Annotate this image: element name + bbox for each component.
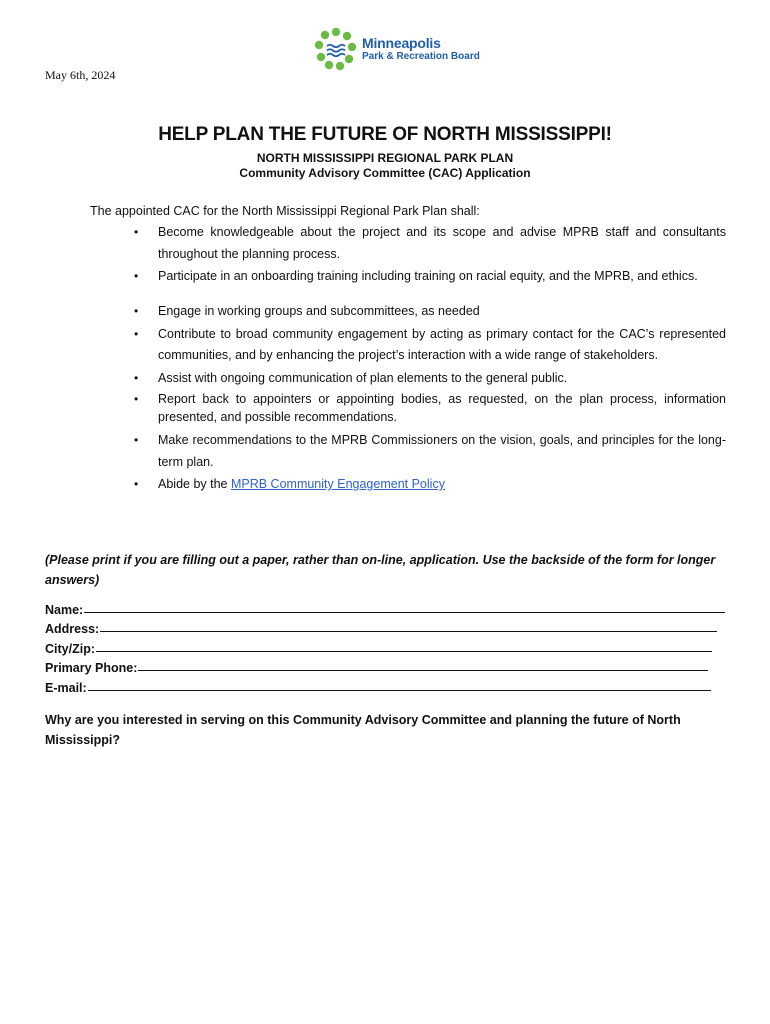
bullet-icon: • (134, 269, 139, 283)
interest-question: Why are you interested in serving on this Community Advisory Committee and planning the future of North Mississippi? (45, 713, 681, 747)
bullet-icon: • (134, 225, 139, 239)
primary-phone-input-line[interactable] (138, 669, 708, 671)
bullet-icon: • (134, 392, 139, 406)
list-item (132, 222, 726, 265)
city-zip-label: City/Zip: (45, 641, 95, 656)
list-item (132, 474, 726, 496)
address-input-line[interactable] (100, 630, 717, 632)
list-item-text: Engage in working groups and subcommittees, as needed (158, 303, 480, 318)
plan-subtitle: NORTH MISSISSIPPI REGIONAL PARK PLAN (256, 151, 514, 165)
list-item (132, 430, 726, 473)
primary-phone-field[interactable] (45, 656, 729, 676)
bullet-icon: • (134, 326, 139, 341)
list-item-text: Report back to appointers or appointing bodies, as requested, on the plan process, information presented, and possible recommendations. (158, 392, 726, 424)
name-field[interactable] (45, 597, 729, 617)
list-item (132, 266, 726, 288)
bullet-icon: • (134, 433, 139, 447)
list-item-text: Assist with ongoing communication of plan elements to the general public. (158, 370, 568, 385)
email-label: E-mail: (45, 680, 87, 695)
primary-phone-label: Primary Phone: (45, 661, 138, 675)
logo-subtitle: Park & Recreation Board (362, 50, 480, 62)
application-subtitle: Community Advisory Committee (CAC) Application (239, 166, 531, 180)
bullet-icon: • (134, 370, 139, 385)
list-item (132, 324, 726, 367)
list-item-text: Contribute to broad community engagement by acting as primary contact for the CAC’s represented communities, and by enhancing the project’s interaction with a wide range of stakeholders. (158, 326, 726, 362)
list-item-text: Participate in an onboarding training including training on racial equity, and the MPRB, and ethics. (158, 269, 698, 283)
engagement-policy-link[interactable]: MPRB Community Engagement Policy (230, 477, 445, 491)
page-title: HELP PLAN THE FUTURE OF NORTH MISSISSIPPI! (158, 124, 612, 145)
leaf-ring-icon (314, 27, 358, 71)
email-input-line[interactable] (88, 689, 711, 691)
name-input-line[interactable] (84, 611, 725, 613)
logo-title: Minneapolis (362, 34, 441, 51)
application-form (45, 597, 729, 695)
city-zip-field[interactable] (45, 636, 729, 656)
bullet-icon: • (134, 477, 139, 491)
name-label: Name: (45, 602, 84, 617)
city-zip-input-line[interactable] (96, 650, 712, 652)
list-item-text: Make recommendations to the MPRB Commissioners on the vision, goals, and principles for the long-term plan. (158, 433, 726, 469)
instructions-note: (Please print if you are filling out a paper, rather than on-line, application. Use the backside of the form for longer answers) (45, 553, 716, 587)
responsibilities-list (132, 222, 726, 497)
list-item (132, 302, 726, 320)
list-item (132, 368, 726, 390)
address-label: Address: (45, 622, 100, 636)
list-item (132, 390, 726, 426)
bullet-icon: • (134, 303, 139, 318)
list-item-text: Become knowledgeable about the project and its scope and advise MPRB staff and consultants throughout the planning process. (158, 225, 726, 261)
email-field[interactable] (45, 675, 729, 695)
intro-text: The appointed CAC for the North Mississippi Regional Park Plan shall: (90, 204, 480, 218)
list-item-text: Abide by the (158, 477, 231, 491)
mprb-logo (314, 26, 490, 72)
address-field[interactable] (45, 617, 729, 637)
document-date: May 6th, 2024 (45, 68, 116, 82)
